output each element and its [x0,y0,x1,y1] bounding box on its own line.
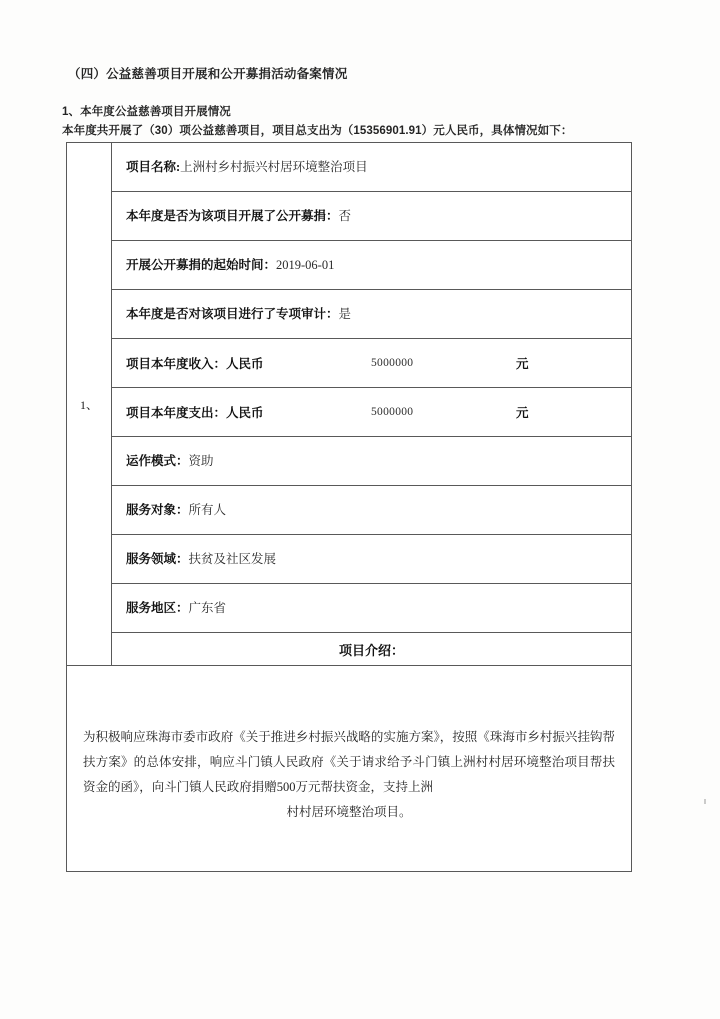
fundraising-start-value: 2019-06-01 [276,257,335,272]
subsection-title: 1、本年度公益慈善项目开展情况 [62,106,231,118]
project-expenditure-label: 项目本年度支出：人民币 [126,406,264,420]
table-row [67,290,632,339]
project-income-cell [112,339,632,388]
fundraising-start-cell [112,241,632,290]
project-income-unit: 元 [516,357,529,371]
project-expenditure-cell [112,388,632,437]
introduction-paragraph-last-line: 村村居环境整治项目。 [286,804,412,819]
service-field-label: 服务领域： [126,551,189,566]
table-row [67,241,632,290]
table-row [67,143,632,192]
special-audit-label: 本年度是否对该项目进行了专项审计： [126,306,339,321]
table-row [67,192,632,241]
table-row [67,584,632,633]
service-area-cell [112,584,632,633]
project-table-wrapper [66,142,632,872]
table-row [67,633,632,666]
special-audit-cell [112,290,632,339]
table-row [67,388,632,437]
row-index-cell: 1、 [67,143,112,666]
scan-artifact [704,799,706,804]
project-introduction-header: 项目介绍： [112,633,632,666]
project-name-value: 上洲村乡村振兴村居环境整治项目 [180,159,368,174]
table-row [67,535,632,584]
table-row [67,486,632,535]
service-target-value: 所有人 [188,502,227,517]
public-fundraising-label: 本年度是否为该项目开展了公开募捐： [126,208,339,223]
summary-statement: 本年度共开展了（30）项公益慈善项目，项目总支出为（15356901.91）元人民币，具体情况如下： [62,125,573,137]
service-field-value: 扶贫及社区发展 [188,551,277,566]
table-row [67,437,632,486]
introduction-paragraph: 为积极响应珠海市委市政府《关于推进乡村振兴战略的实施方案》，按照《珠海市乡村振兴挂钩帮扶方案》的总体安排，响应斗门镇人民政府《关于请求给予斗门镇上洲村村居环境整治项目帮扶资金的函》，向斗门镇人民政府捐赠500万元帮扶资金，支持上洲 [83,729,615,794]
project-name-label: 项目名称: [126,159,181,174]
table-row [67,339,632,388]
project-introduction-text [67,713,631,825]
section-title: （四）公益慈善项目开展和公开募捐活动备案情况 [68,67,348,81]
project-expenditure-amount: 5000000 [371,406,414,418]
service-area-value: 广东省 [188,600,227,615]
fundraising-start-label: 开展公开募捐的起始时间： [126,257,277,272]
public-fundraising-cell [112,192,632,241]
public-fundraising-value: 否 [338,208,352,223]
service-target-cell [112,486,632,535]
project-income-label: 项目本年度收入：人民币 [126,357,264,371]
operation-mode-label: 运作模式： [126,453,189,468]
service-area-label: 服务地区： [126,600,189,615]
project-detail-table [66,142,632,872]
special-audit-value: 是 [338,306,352,321]
operation-mode-cell [112,437,632,486]
project-expenditure-unit: 元 [516,406,529,420]
table-row [67,666,632,872]
service-field-cell [112,535,632,584]
project-name-cell [112,143,632,192]
service-target-label: 服务对象： [126,502,189,517]
project-introduction-body-cell [67,666,632,872]
project-income-amount: 5000000 [371,357,414,369]
operation-mode-value: 资助 [188,453,214,468]
